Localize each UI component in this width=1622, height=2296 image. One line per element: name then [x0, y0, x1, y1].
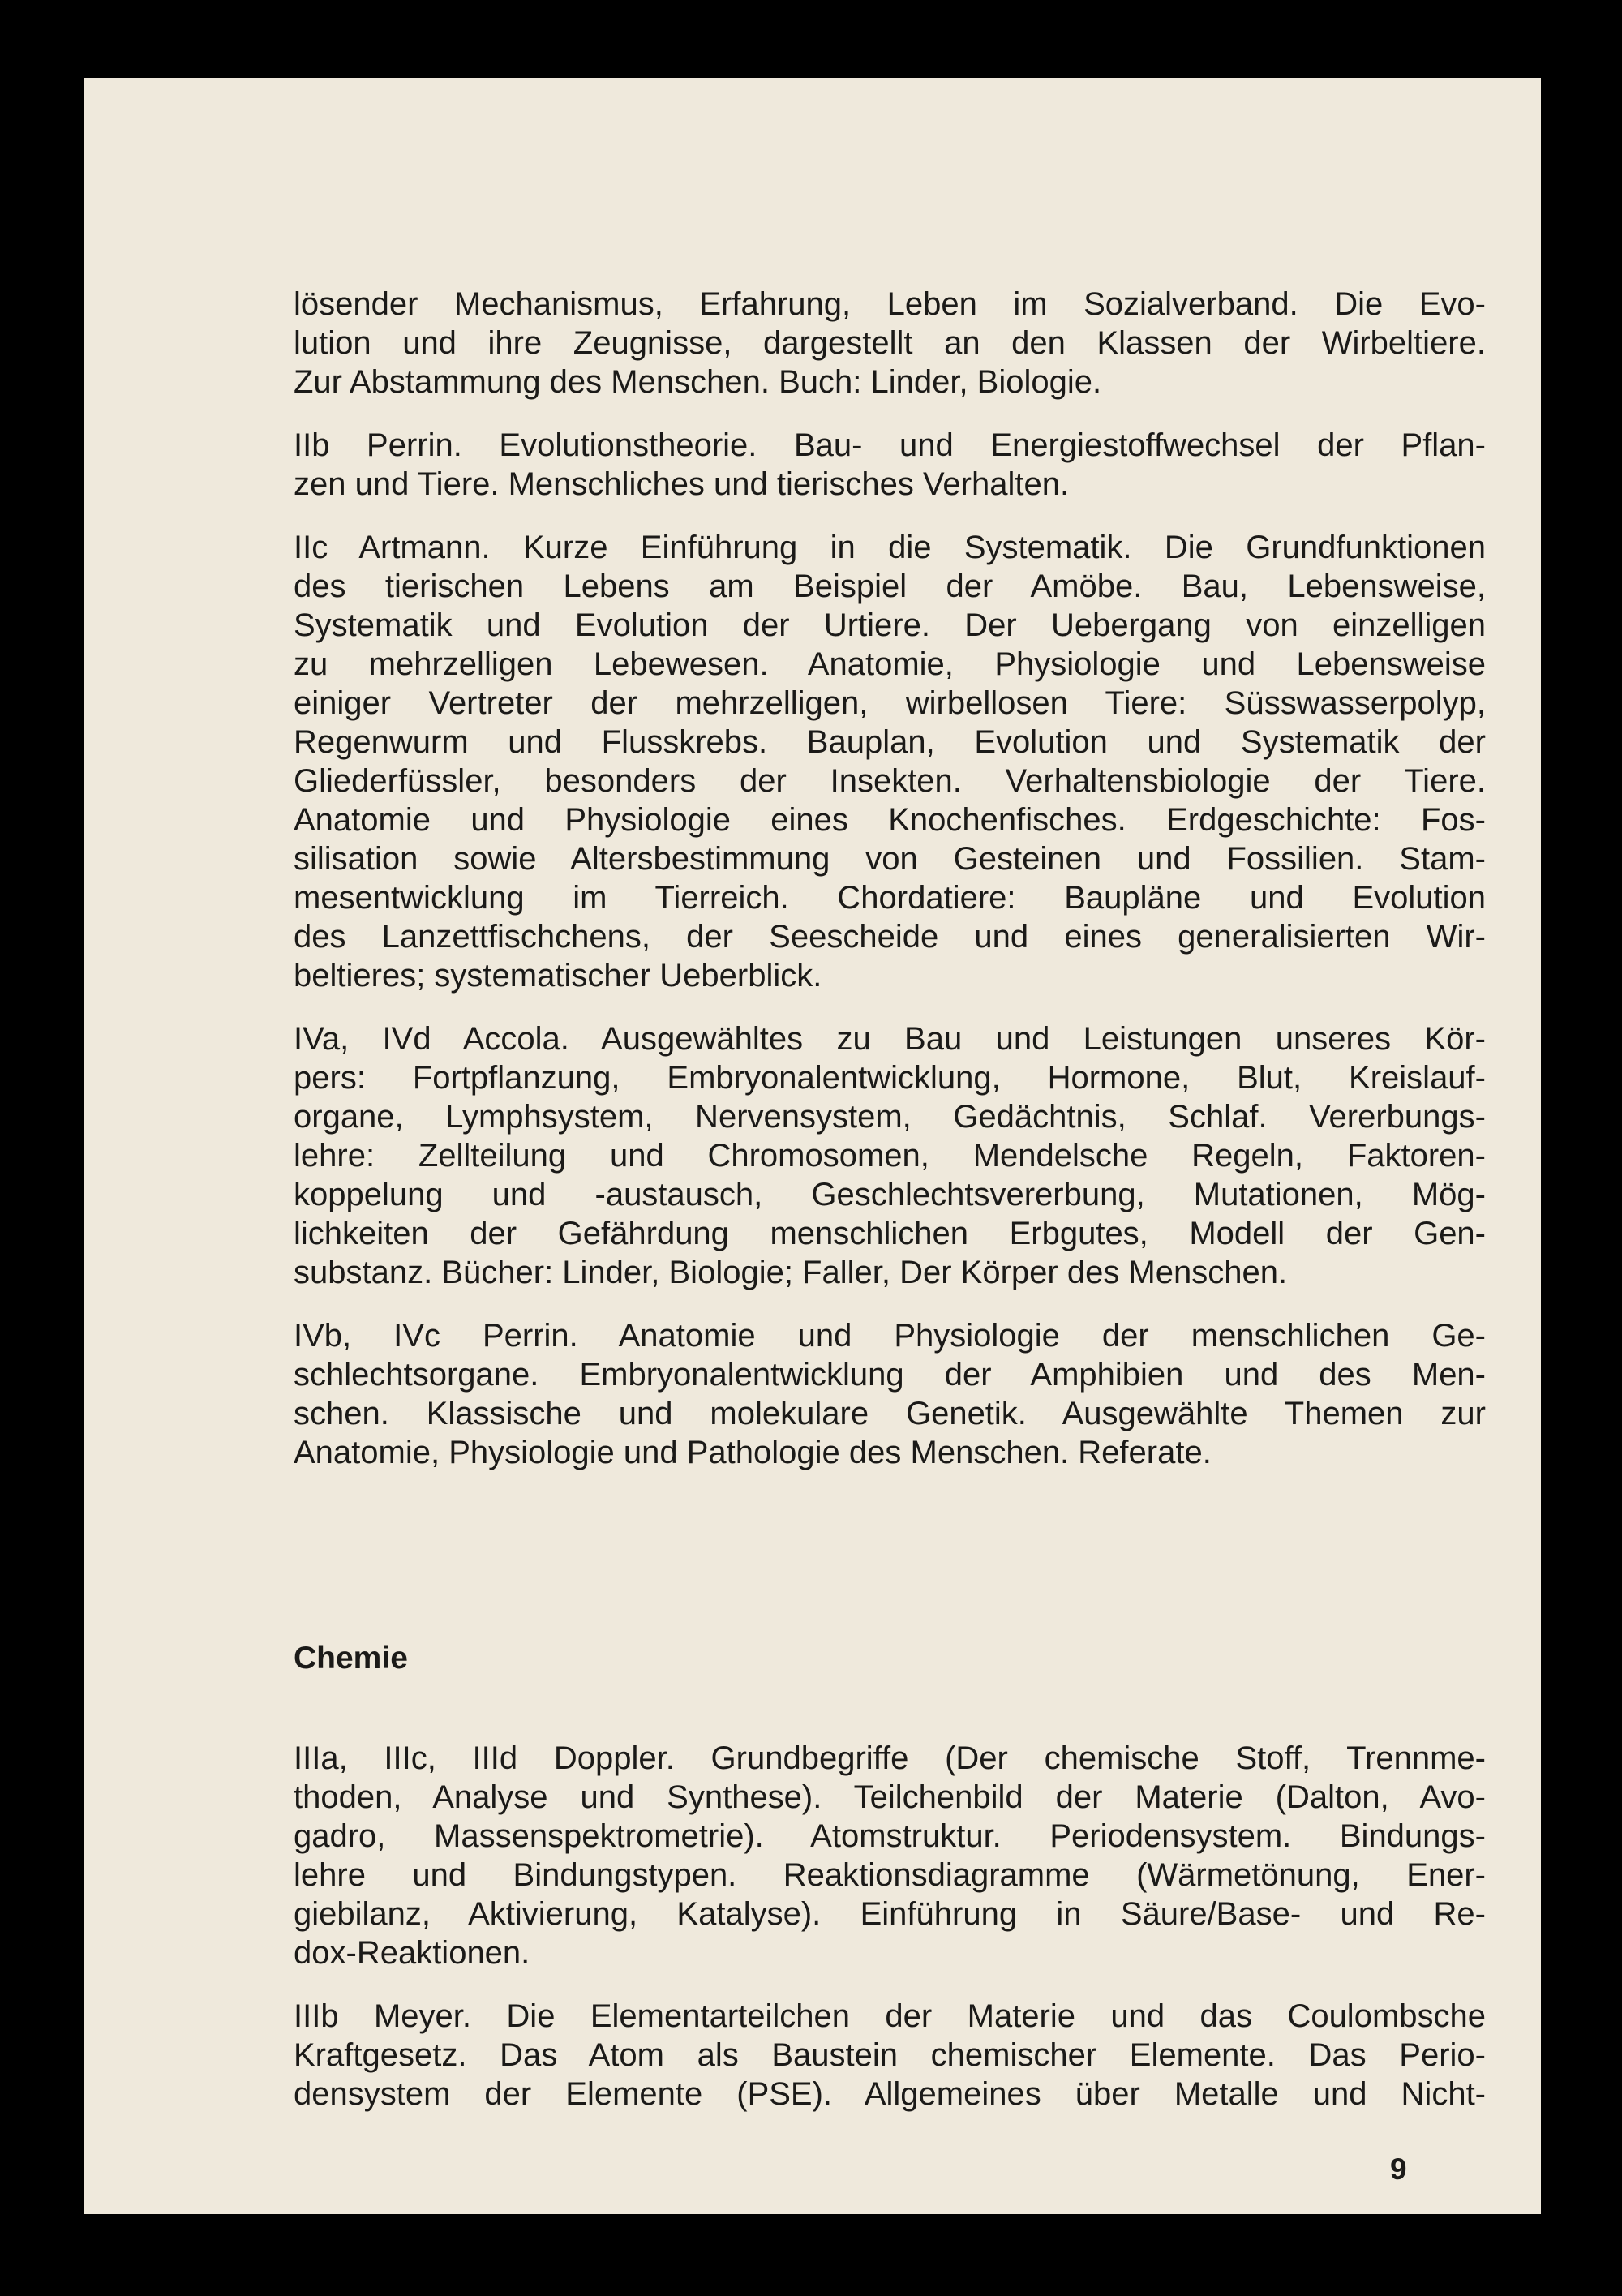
- text-line: lution und ihre Zeugnisse, dargestellt an den Klassen der Wirbeltiere.: [294, 325, 1486, 361]
- text-line: IIc Artmann. Kurze Einführung in die Systematik. Die Grundfunktionen: [294, 530, 1486, 565]
- document-page: [84, 78, 1541, 2214]
- text-line: dox-Reaktionen.: [294, 1935, 530, 1971]
- text-line: Kraftgesetz. Das Atom als Baustein chemischer Elemente. Das Perio-: [294, 2037, 1486, 2073]
- paragraph-iiib-meyer: [294, 1997, 1486, 2114]
- biology-text-block: [294, 285, 1486, 1496]
- paragraph-ivb-ivc-perrin: [294, 1316, 1486, 1472]
- text-line: lehre: Zellteilung und Chromosomen, Mendelsche Regeln, Faktoren-: [294, 1138, 1486, 1174]
- text-line: koppelung und -austausch, Geschlechtsvererbung, Mutationen, Mög-: [294, 1177, 1486, 1212]
- text-line: des Lanzettfischchens, der Seescheide und eines generalisierten Wir-: [294, 919, 1486, 955]
- text-line: thoden, Analyse und Synthese). Teilchenbild der Materie (Dalton, Avo-: [294, 1779, 1486, 1815]
- text-line: Anatomie und Physiologie eines Knochenfisches. Erdgeschichte: Fos-: [294, 802, 1486, 838]
- chemistry-text-block: [294, 1739, 1486, 2138]
- text-line: Regenwurm und Flusskrebs. Bauplan, Evolution und Systematik der: [294, 724, 1486, 760]
- text-line: lehre und Bindungstypen. Reaktionsdiagramme (Wärmetönung, Ener-: [294, 1857, 1486, 1893]
- text-line: pers: Fortpflanzung, Embryonalentwicklung, Hormone, Blut, Kreislauf-: [294, 1060, 1486, 1096]
- text-line: gadro, Massenspektrometrie). Atomstruktur. Periodensystem. Bindungs-: [294, 1818, 1486, 1854]
- paragraph-intro: [294, 285, 1486, 401]
- paragraph-iva-ivd-accola: [294, 1019, 1486, 1292]
- text-line: substanz. Bücher: Linder, Biologie; Faller, Der Körper des Menschen.: [294, 1255, 1288, 1290]
- text-line: Gliederfüssler, besonders der Insekten. Verhaltensbiologie der Tiere.: [294, 763, 1486, 799]
- text-line: lichkeiten der Gefährdung menschlichen Erbgutes, Modell der Gen-: [294, 1216, 1486, 1251]
- paragraph-iib-perrin: [294, 426, 1486, 504]
- text-line: silisation sowie Altersbestimmung von Gesteinen und Fossilien. Stam-: [294, 841, 1486, 877]
- text-line: organe, Lymphsystem, Nervensystem, Gedächtnis, Schlaf. Vererbungs-: [294, 1099, 1486, 1135]
- text-line: lösender Mechanismus, Erfahrung, Leben im Sozialverband. Die Evo-: [294, 286, 1486, 322]
- text-line: schen. Klassische und molekulare Genetik. Ausgewählte Themen zur: [294, 1396, 1486, 1431]
- text-line: schlechtsorgane. Embryonalentwicklung der Amphibien und des Men-: [294, 1357, 1486, 1393]
- text-line: einiger Vertreter der mehrzelligen, wirbellosen Tiere: Süsswasserpolyp,: [294, 685, 1486, 721]
- text-line: zen und Tiere. Menschliches und tierisches Verhalten.: [294, 466, 1070, 502]
- text-line: Systematik und Evolution der Urtiere. Der Uebergang von einzelligen: [294, 607, 1486, 643]
- text-line: des tierischen Lebens am Beispiel der Amöbe. Bau, Lebensweise,: [294, 569, 1486, 604]
- text-line: densystem der Elemente (PSE). Allgemeines über Metalle und Nicht-: [294, 2076, 1486, 2112]
- text-line: IIb Perrin. Evolutionstheorie. Bau- und Energiestoffwechsel der Pflan-: [294, 427, 1486, 463]
- text-line: IIIb Meyer. Die Elementarteilchen der Materie und das Coulombsche: [294, 1998, 1486, 2034]
- text-line: zu mehrzelligen Lebewesen. Anatomie, Physiologie und Lebensweise: [294, 646, 1486, 682]
- text-line: Zur Abstammung des Menschen. Buch: Linder, Biologie.: [294, 364, 1102, 400]
- text-line: IIIa, IIIc, IIId Doppler. Grundbegriffe (Der chemische Stoff, Trennme-: [294, 1740, 1486, 1776]
- text-line: Anatomie, Physiologie und Pathologie des Menschen. Referate.: [294, 1435, 1212, 1470]
- text-line: IVb, IVc Perrin. Anatomie und Physiologie der menschlichen Ge-: [294, 1318, 1486, 1354]
- text-line: giebilanz, Aktivierung, Katalyse). Einführung in Säure/Base- und Re-: [294, 1896, 1486, 1932]
- text-line: IVa, IVd Accola. Ausgewähltes zu Bau und Leistungen unseres Kör-: [294, 1021, 1486, 1057]
- page-number: 9: [1390, 2152, 1407, 2186]
- paragraph-iiia-doppler: [294, 1739, 1486, 1972]
- section-heading-chemie: Chemie: [294, 1641, 408, 1676]
- text-line: beltieres; systematischer Ueberblick.: [294, 958, 822, 994]
- paragraph-iic-artmann: [294, 528, 1486, 995]
- text-line: mesentwicklung im Tierreich. Chordatiere: Baupläne und Evolution: [294, 880, 1486, 916]
